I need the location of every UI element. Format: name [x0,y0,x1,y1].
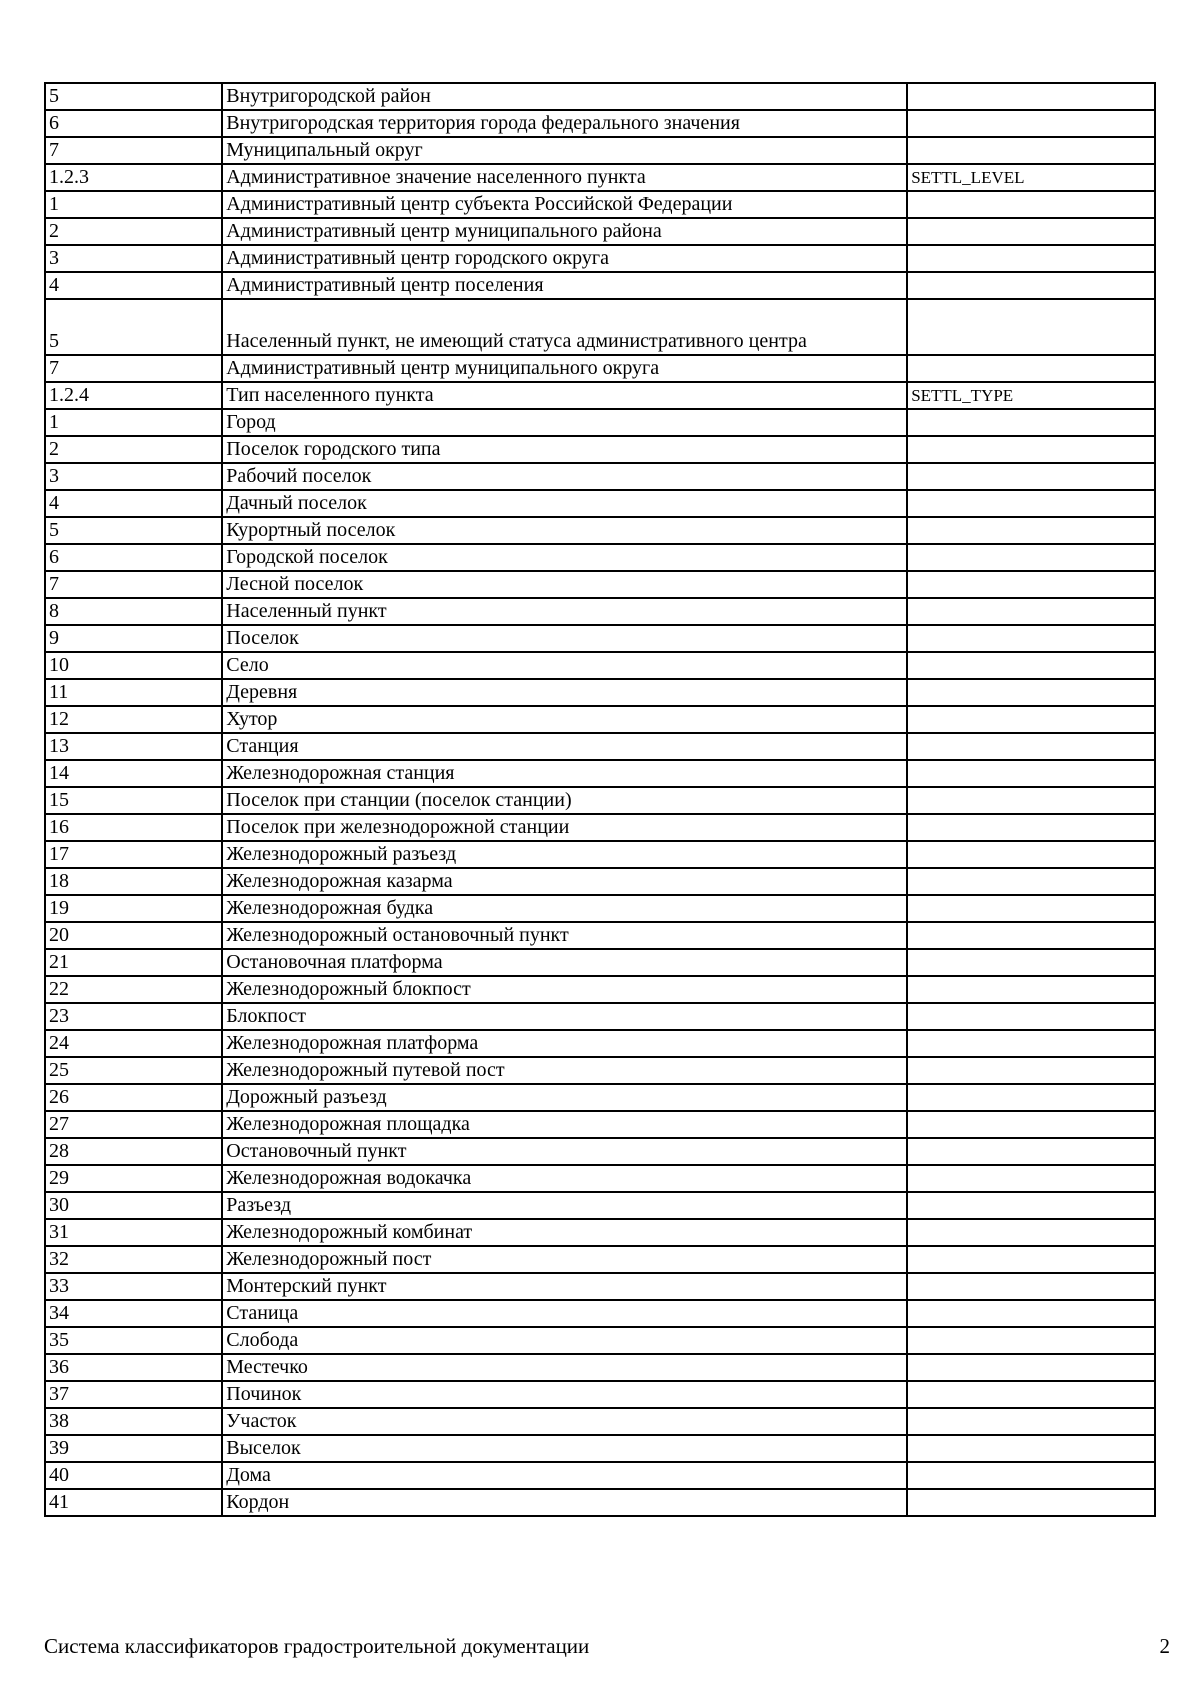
row-name-cell: Дорожный разъезд [222,1084,907,1111]
classifier-table-body [45,83,1155,1516]
table-row [45,571,1155,598]
row-name-cell: Железнодорожный остановочный пункт [222,922,907,949]
table-row [45,1273,1155,1300]
table-row [45,409,1155,436]
row-code-cell [907,625,1155,652]
table-row [45,760,1155,787]
row-code-cell [907,760,1155,787]
table-row [45,868,1155,895]
footer-page-number: 2 [1159,1634,1170,1658]
row-code-cell [907,1354,1155,1381]
table-row [45,787,1155,814]
row-name-cell: Слобода [222,1327,907,1354]
table-row [45,1354,1155,1381]
classifier-table [44,82,1156,1517]
row-name-cell: Административный центр субъекта Российской Федерации [222,191,907,218]
row-number-cell: 16 [45,814,222,841]
row-number-cell: 18 [45,868,222,895]
row-name-cell: Рабочий поселок [222,463,907,490]
row-number-cell: 2 [45,218,222,245]
table-row [45,110,1155,137]
row-name-cell: Административный центр поселения [222,272,907,299]
row-code-cell: SETTL_TYPE [907,382,1155,409]
table-row [45,1138,1155,1165]
row-number-cell: 38 [45,1408,222,1435]
row-number-cell: 7 [45,355,222,382]
table-row [45,245,1155,272]
row-name-cell: Железнодорожная станция [222,760,907,787]
row-name-cell: Городской поселок [222,544,907,571]
row-number-cell: 1 [45,409,222,436]
row-number-cell: 5 [45,299,222,355]
row-name-cell: Административное значение населенного пункта [222,164,907,191]
row-number-cell: 36 [45,1354,222,1381]
row-code-cell [907,1165,1155,1192]
row-name-cell: Тип населенного пункта [222,382,907,409]
table-row [45,814,1155,841]
table-row [45,1057,1155,1084]
row-name-cell: Железнодорожный комбинат [222,1219,907,1246]
table-row [45,949,1155,976]
row-code-cell [907,1462,1155,1489]
row-name-cell: Починок [222,1381,907,1408]
row-number-cell: 9 [45,625,222,652]
table-row [45,1435,1155,1462]
row-number-cell: 8 [45,598,222,625]
row-number-cell: 24 [45,1030,222,1057]
row-name-cell: Лесной поселок [222,571,907,598]
row-code-cell [907,1003,1155,1030]
row-name-cell: Населенный пункт, не имеющий статуса административного центра [222,299,907,355]
row-name-cell: Участок [222,1408,907,1435]
row-name-cell: Остановочная платформа [222,949,907,976]
table-row [45,625,1155,652]
row-number-cell: 37 [45,1381,222,1408]
row-number-cell: 2 [45,436,222,463]
row-code-cell [907,544,1155,571]
row-code-cell [907,787,1155,814]
table-row [45,1219,1155,1246]
row-number-cell: 33 [45,1273,222,1300]
row-name-cell: Административный центр муниципального округа [222,355,907,382]
table-row [45,733,1155,760]
row-code-cell: SETTL_LEVEL [907,164,1155,191]
table-row [45,652,1155,679]
row-number-cell: 1.2.3 [45,164,222,191]
table-row [45,436,1155,463]
row-name-cell: Деревня [222,679,907,706]
row-number-cell: 26 [45,1084,222,1111]
row-number-cell: 29 [45,1165,222,1192]
table-row [45,164,1155,191]
row-code-cell [907,868,1155,895]
row-code-cell [907,245,1155,272]
row-name-cell: Населенный пункт [222,598,907,625]
row-code-cell [907,652,1155,679]
row-number-cell: 10 [45,652,222,679]
row-number-cell: 39 [45,1435,222,1462]
table-row [45,1246,1155,1273]
row-name-cell: Железнодорожный путевой пост [222,1057,907,1084]
row-code-cell [907,1030,1155,1057]
row-name-cell: Внутригородской район [222,83,907,110]
row-code-cell [907,463,1155,490]
row-number-cell: 22 [45,976,222,1003]
row-name-cell: Железнодорожная платформа [222,1030,907,1057]
row-number-cell: 30 [45,1192,222,1219]
table-row [45,218,1155,245]
row-code-cell [907,218,1155,245]
row-name-cell: Поселок городского типа [222,436,907,463]
row-number-cell: 34 [45,1300,222,1327]
row-name-cell: Станция [222,733,907,760]
table-row [45,299,1155,355]
row-code-cell [907,272,1155,299]
row-number-cell: 4 [45,490,222,517]
row-number-cell: 3 [45,463,222,490]
row-number-cell: 35 [45,1327,222,1354]
table-row [45,272,1155,299]
row-code-cell [907,409,1155,436]
table-row [45,1111,1155,1138]
row-name-cell: Хутор [222,706,907,733]
row-code-cell [907,571,1155,598]
row-code-cell [907,110,1155,137]
row-name-cell: Остановочный пункт [222,1138,907,1165]
row-number-cell: 23 [45,1003,222,1030]
table-row [45,841,1155,868]
row-code-cell [907,1192,1155,1219]
table-row [45,1462,1155,1489]
row-name-cell: Внутригородская территория города федерального значения [222,110,907,137]
table-row [45,1084,1155,1111]
row-name-cell: Муниципальный округ [222,137,907,164]
row-number-cell: 5 [45,517,222,544]
row-number-cell: 20 [45,922,222,949]
row-number-cell: 40 [45,1462,222,1489]
row-number-cell: 12 [45,706,222,733]
row-code-cell [907,706,1155,733]
row-code-cell [907,1381,1155,1408]
row-number-cell: 3 [45,245,222,272]
row-name-cell: Выселок [222,1435,907,1462]
table-row [45,1003,1155,1030]
row-number-cell: 6 [45,544,222,571]
row-name-cell: Поселок при станции (поселок станции) [222,787,907,814]
row-code-cell [907,299,1155,355]
row-code-cell [907,436,1155,463]
table-row [45,679,1155,706]
table-row [45,1300,1155,1327]
row-name-cell: Железнодорожный разъезд [222,841,907,868]
row-code-cell [907,137,1155,164]
row-name-cell: Разъезд [222,1192,907,1219]
table-row [45,137,1155,164]
row-code-cell [907,490,1155,517]
row-name-cell: Железнодорожная площадка [222,1111,907,1138]
row-number-cell: 5 [45,83,222,110]
row-code-cell [907,1057,1155,1084]
table-row [45,922,1155,949]
table-row [45,490,1155,517]
row-code-cell [907,1138,1155,1165]
row-name-cell: Город [222,409,907,436]
row-code-cell [907,814,1155,841]
row-name-cell: Поселок [222,625,907,652]
row-code-cell [907,83,1155,110]
table-row [45,1408,1155,1435]
row-code-cell [907,895,1155,922]
table-row [45,1489,1155,1516]
row-code-cell [907,1084,1155,1111]
row-code-cell [907,1111,1155,1138]
row-name-cell: Административный центр городского округа [222,245,907,272]
row-code-cell [907,1435,1155,1462]
row-code-cell [907,355,1155,382]
row-name-cell: Село [222,652,907,679]
row-code-cell [907,922,1155,949]
table-row [45,544,1155,571]
row-code-cell [907,1489,1155,1516]
row-name-cell: Местечко [222,1354,907,1381]
footer-document-title: Система классификаторов градостроительной документации [44,1634,590,1658]
table-row [45,191,1155,218]
table-row [45,1381,1155,1408]
row-number-cell: 41 [45,1489,222,1516]
table-row [45,1030,1155,1057]
table-row [45,1327,1155,1354]
row-code-cell [907,1408,1155,1435]
table-row [45,1165,1155,1192]
table-row [45,355,1155,382]
table-row [45,517,1155,544]
row-number-cell: 32 [45,1246,222,1273]
table-row [45,598,1155,625]
row-name-cell: Железнодорожная водокачка [222,1165,907,1192]
row-name-cell: Железнодорожная казарма [222,868,907,895]
row-name-cell: Административный центр муниципального района [222,218,907,245]
row-code-cell [907,1246,1155,1273]
row-number-cell: 17 [45,841,222,868]
row-code-cell [907,598,1155,625]
row-number-cell: 1 [45,191,222,218]
row-number-cell: 15 [45,787,222,814]
row-code-cell [907,517,1155,544]
row-number-cell: 31 [45,1219,222,1246]
row-name-cell: Курортный поселок [222,517,907,544]
row-code-cell [907,733,1155,760]
row-number-cell: 11 [45,679,222,706]
row-code-cell [907,1219,1155,1246]
table-row [45,463,1155,490]
table-row [45,382,1155,409]
table-row [45,706,1155,733]
row-name-cell: Монтерский пункт [222,1273,907,1300]
row-name-cell: Кордон [222,1489,907,1516]
row-name-cell: Поселок при железнодорожной станции [222,814,907,841]
row-code-cell [907,1327,1155,1354]
table-row [45,83,1155,110]
row-number-cell: 28 [45,1138,222,1165]
row-number-cell: 13 [45,733,222,760]
row-number-cell: 19 [45,895,222,922]
row-code-cell [907,976,1155,1003]
row-number-cell: 21 [45,949,222,976]
row-name-cell: Дачный поселок [222,490,907,517]
row-code-cell [907,679,1155,706]
row-number-cell: 27 [45,1111,222,1138]
row-name-cell: Станица [222,1300,907,1327]
row-name-cell: Железнодорожный пост [222,1246,907,1273]
row-name-cell: Железнодорожная будка [222,895,907,922]
row-number-cell: 4 [45,272,222,299]
row-number-cell: 6 [45,110,222,137]
table-row [45,1192,1155,1219]
row-name-cell: Железнодорожный блокпост [222,976,907,1003]
row-number-cell: 25 [45,1057,222,1084]
row-code-cell [907,841,1155,868]
row-number-cell: 14 [45,760,222,787]
row-number-cell: 7 [45,137,222,164]
row-code-cell [907,1273,1155,1300]
row-number-cell: 7 [45,571,222,598]
row-code-cell [907,191,1155,218]
table-row [45,895,1155,922]
row-code-cell [907,1300,1155,1327]
table-row [45,976,1155,1003]
row-number-cell: 1.2.4 [45,382,222,409]
row-name-cell: Дома [222,1462,907,1489]
row-code-cell [907,949,1155,976]
row-name-cell: Блокпост [222,1003,907,1030]
